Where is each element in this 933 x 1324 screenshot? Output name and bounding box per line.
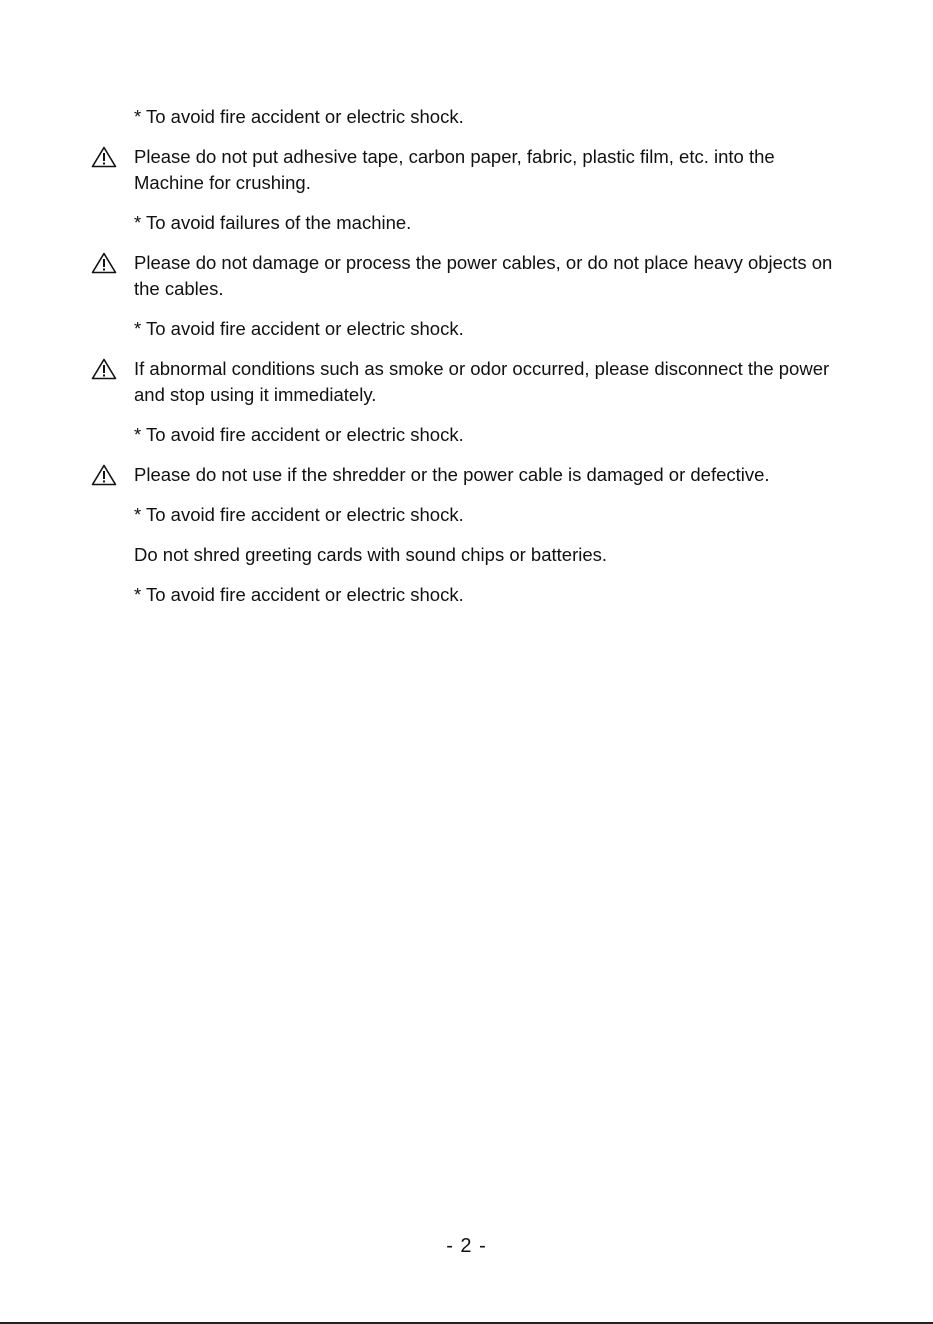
warning-text: Please do not damage or process the power cables, or do not place heavy objects on the cables.: [134, 252, 833, 299]
note-text: * To avoid fire accident or electric shock.: [134, 106, 464, 127]
warning-triangle-icon: [91, 358, 117, 380]
warning-triangle-icon: [91, 464, 117, 486]
note-line: [0, 582, 933, 608]
warning-item: [0, 356, 933, 408]
warning-item: [0, 144, 933, 196]
note-line: [0, 422, 933, 448]
page-number: - 2 -: [446, 1235, 487, 1257]
note-text: Do not shred greeting cards with sound chips or batteries.: [134, 544, 608, 565]
note-text: * To avoid fire accident or electric shock.: [134, 584, 464, 605]
safety-instructions: [0, 104, 933, 622]
note-line: [0, 104, 933, 130]
warning-triangle-icon: [91, 146, 117, 168]
warning-item: [0, 462, 933, 488]
note-text: * To avoid fire accident or electric shock.: [134, 318, 464, 339]
note-text: * To avoid fire accident or electric shock.: [134, 424, 464, 445]
warning-triangle-icon: [91, 252, 117, 274]
note-line: [0, 542, 933, 568]
note-line: [0, 502, 933, 528]
note-line: [0, 316, 933, 342]
note-text: * To avoid failures of the machine.: [134, 212, 412, 233]
note-line: [0, 210, 933, 236]
warning-text: Please do not put adhesive tape, carbon paper, fabric, plastic film, etc. into the Machine for crushing.: [134, 146, 775, 193]
warning-item: [0, 250, 933, 302]
warning-text: Please do not use if the shredder or the power cable is damaged or defective.: [134, 464, 770, 485]
note-text: * To avoid fire accident or electric shock.: [134, 504, 464, 525]
warning-text: If abnormal conditions such as smoke or odor occurred, please disconnect the power and stop using it immediately.: [134, 358, 830, 405]
